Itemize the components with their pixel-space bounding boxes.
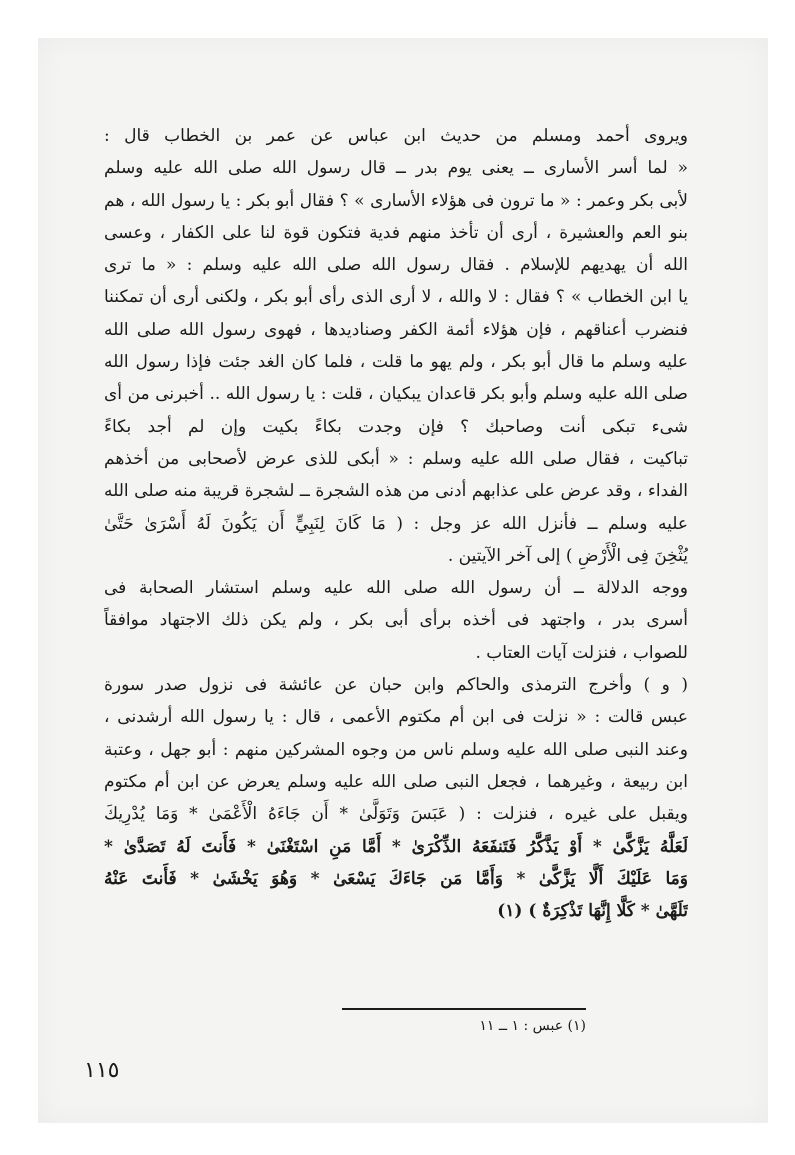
main-text: [104, 120, 688, 927]
quran-verse-line: يُثْخِنَ فِى الْأَرْضِ ) إلى آخر الآيتين .: [447, 545, 688, 566]
text-line: فنضرب أعناقهم ، فإن هؤلاء أئمة الكفر وصناديدها ، فهوى رسول الله صلى الله: [104, 319, 688, 340]
footnote-divider: [342, 1008, 586, 1010]
footnote: (١) عبس : ١ ــ ١١: [479, 1018, 586, 1034]
text-line: وعند النبى صلى الله عليه وسلم ناس من وجوه المشركين منهم : أبو جهل ، وعتبة: [104, 739, 688, 760]
text-line: ووجه الدلالة ــ أن رسول الله صلى الله عليه وسلم استشار الصحابة فى: [104, 578, 688, 599]
text-line: ويقبل على غيره ، فنزلت : ( عَبَسَ وَتَوَلَّىٰ * أَن جَاءَهُ الْأَعْمَىٰ * وَمَا يُدْرِيكَ: [104, 804, 688, 825]
text-line: الله أن يهديهم للإسلام . فقال رسول الله صلى الله عليه وسلم : « ما ترى: [104, 255, 688, 276]
text-line: ويروى أحمد ومسلم من حديث ابن عباس عن عمر بن الخطاب قال :: [104, 126, 688, 146]
page-number: ١١٥: [84, 1058, 120, 1083]
book-page: [38, 38, 768, 1123]
quran-verse-line: تَلَهَّىٰ * كَلَّا إِنَّهَا تَذْكِرَةٌ ) (١): [497, 901, 688, 922]
text-line: عبس قالت : « نزلت فى ابن أم مكتوم الأعمى ، قال : يا رسول الله أرشدنى ،: [104, 707, 688, 728]
text-line: ( و ) وأخرج الترمذى والحاكم وابن حبان عن عائشة فى نزول صدر سورة: [104, 675, 688, 696]
text-line: أسرى بدر ، واجتهد فى أخذه برأى أبى بكر ، ولم يكن ذلك الاجتهاد موافقاً: [104, 610, 688, 631]
text-line: للصواب ، فنزلت آيات العتاب .: [475, 642, 688, 663]
quran-verse-line: وَمَا عَلَيْكَ أَلَّا يَزَّكَّىٰ * وَأَمَّا مَن جَاءَكَ يَسْعَىٰ * وَهُوَ يَخْشَىٰ * فَأَنتَ عَنْهُ: [104, 868, 688, 889]
text-line: ابن ربيعة ، وغيرهما ، فجعل النبى صلى الله عليه وسلم يعرض عن ابن أم مكتوم: [104, 771, 688, 792]
text-line: « لما أسر الأسارى ــ يعنى يوم بدر ــ قال رسول الله صلى الله عليه وسلم: [104, 158, 688, 179]
quran-verse-line: عليه وسلم ــ فأنزل الله عز وجل : ( مَا كَانَ لِنَبِيٍّ أَن يَكُونَ لَهُ أَسْرَىٰ حَتَّىٰ: [104, 513, 688, 534]
text-line: بنو العم والعشيرة ، أرى أن تأخذ منهم فدية فتكون قوة لنا على الكفار ، وعسى: [104, 222, 688, 243]
text-line: يا ابن الخطاب » ؟ فقال : لا والله ، لا أرى الذى رأى أبو بكر ، ولكنى أرى أن تمكننا: [104, 287, 688, 308]
text-line: لأبى بكر وعمر : « ما ترون فى هؤلاء الأسارى » ؟ فقال أبو بكر : يا رسول الله ، هم: [104, 190, 688, 211]
text-line: عليه وسلم ما قال أبو بكر ، ولم يهو ما قلت ، فلما كان الغد جئت فإذا رسول الله: [104, 352, 688, 373]
text-line: شىء تبكى أنت وصاحبك ؟ فإن وجدت بكاءً بكيت وإن لم أجد بكاءً: [104, 416, 688, 437]
text-line: صلى الله عليه وسلم وأبو بكر قاعدان يبكيان ، قلت : يا رسول الله .. أخبرنى من أى: [104, 384, 688, 405]
text-line: تباكيت ، فقال صلى الله عليه وسلم : « أبكى للذى عرض لأصحابى من أخذهم: [104, 448, 688, 469]
quran-verse-line: لَعَلَّهُ يَزَّكَّىٰ * أَوْ يَذَّكَّرُ فَتَنفَعَهُ الذِّكْرَىٰ * أَمَّا مَنِ اسْتَغْنَىٰ * فَأَنتَ لَهُ تَصَدَّىٰ *: [104, 836, 688, 857]
text-line: الفداء ، وقد عرض على عذابهم أدنى من هذه الشجرة ــ لشجرة قريبة منه صلى الله: [104, 481, 688, 502]
